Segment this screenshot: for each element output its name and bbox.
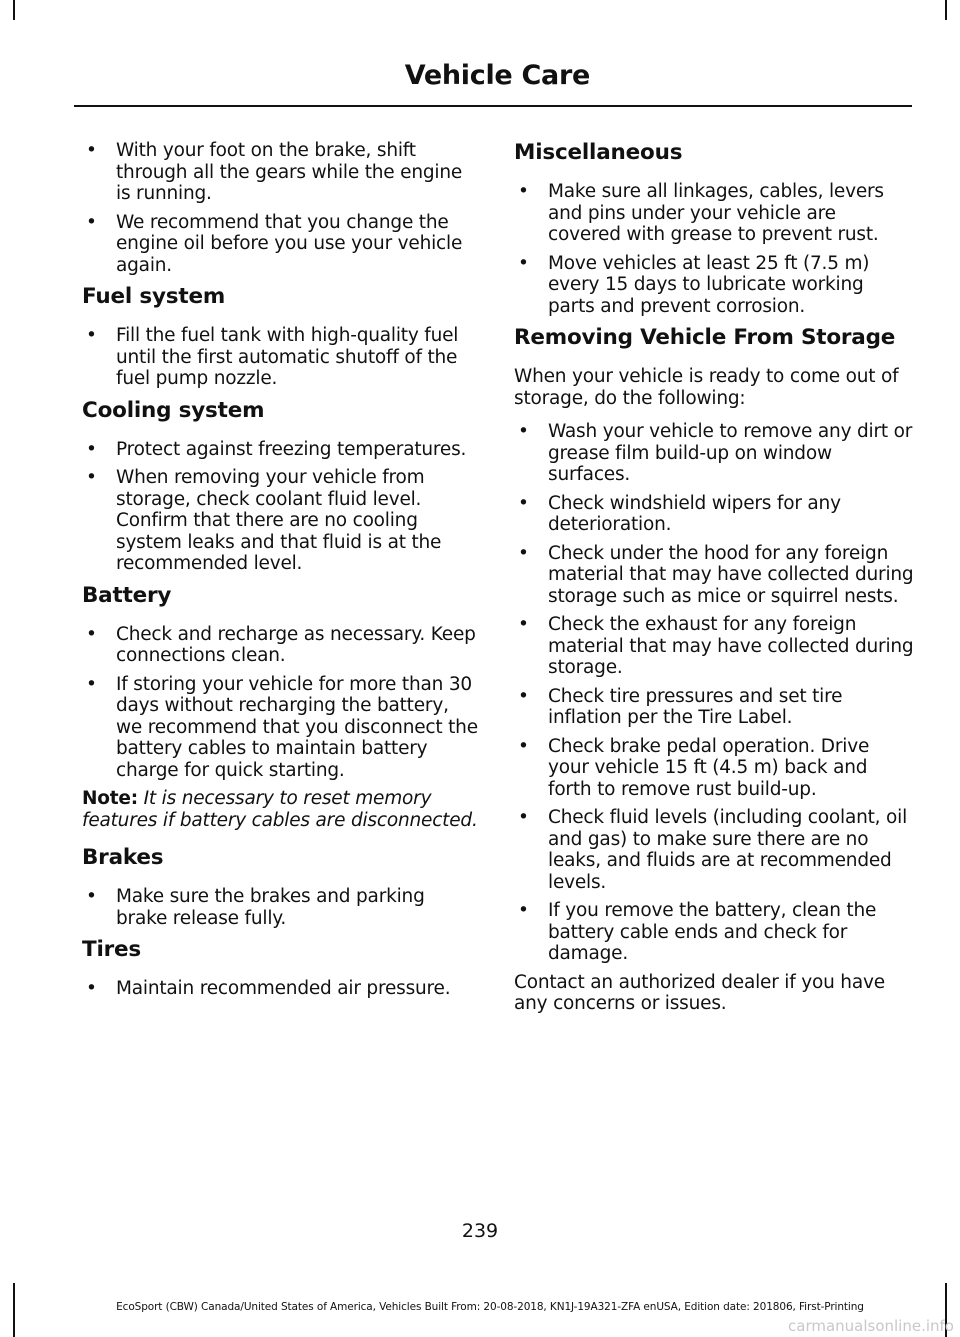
- bullet-glyph: •: [518, 181, 529, 202]
- list-item-text: If you remove the battery, clean the battery cable ends and check for damage.: [548, 900, 877, 964]
- list-item-text: Fill the fuel tank with high-quality fuel until the first automatic shutoff of the fuel pump nozzle.: [116, 325, 459, 389]
- bullet-glyph: •: [518, 421, 529, 442]
- bullet-glyph: •: [518, 542, 529, 564]
- bullet-list: [82, 140, 478, 276]
- list-item-text: Make sure all linkages, cables, levers and pins under your vehicle are covered with grease to prevent rust.: [548, 181, 884, 245]
- bullet-glyph: •: [86, 673, 97, 695]
- list-item-text: We recommend that you change the engine oil before you use your vehicle again.: [116, 211, 463, 276]
- list-item: [514, 493, 914, 536]
- bullet-list: [514, 181, 914, 317]
- list-item: [514, 181, 914, 246]
- list-item: [514, 736, 914, 801]
- list-item: [82, 439, 478, 461]
- list-item-text: When removing your vehicle from storage, check coolant fluid level. Confirm that there are no cooling system leaks and that fluid is at the recommended level.: [116, 467, 442, 574]
- bullet-glyph: •: [86, 467, 97, 488]
- bullet-list: [82, 886, 478, 929]
- bullet-glyph: •: [86, 211, 97, 233]
- right-column: [514, 140, 914, 1027]
- bullet-list: [82, 624, 478, 782]
- note-text: It is necessary to reset memory features if battery cables are disconnected.: [82, 788, 478, 831]
- list-item-text: Check the exhaust for any foreign material that may have collected during storage.: [548, 614, 914, 678]
- list-item: [514, 686, 914, 729]
- bullet-glyph: •: [518, 614, 529, 635]
- crop-mark-top-left-vertical: [13, 0, 15, 20]
- crop-mark-top-right-vertical: [945, 0, 947, 20]
- section-heading: Miscellaneous: [514, 140, 683, 165]
- header-divider: [74, 105, 912, 107]
- section-heading: Fuel system: [82, 284, 226, 309]
- list-item-text: Move vehicles at least 25 ft (7.5 m) every 15 days to lubricate working parts and prevent corrosion.: [548, 252, 870, 317]
- list-item: [514, 807, 914, 893]
- list-item-text: With your foot on the brake, shift through all the gears while the engine is running.: [116, 140, 463, 204]
- page-title: Vehicle Care: [404, 60, 590, 91]
- bullet-glyph: •: [86, 438, 97, 460]
- list-item-text: Check tire pressures and set tire inflation per the Tire Label.: [548, 685, 843, 728]
- list-item: [82, 140, 478, 205]
- list-item-text: Check fluid levels (including coolant, oil and gas) to make sure there are no leaks, and fluids are at recommended levels.: [548, 807, 908, 893]
- bullet-glyph: •: [86, 978, 97, 999]
- bullet-glyph: •: [518, 685, 529, 707]
- section-heading: Brakes: [82, 845, 164, 870]
- left-column: [82, 140, 478, 1007]
- bullet-list: [514, 421, 914, 965]
- list-item: [514, 543, 914, 608]
- list-item: [82, 886, 478, 929]
- bullet-glyph: •: [518, 252, 529, 274]
- bullet-glyph: •: [86, 325, 97, 346]
- list-item-text: Check brake pedal operation. Drive your vehicle 15 ft (4.5 m) back and forth to remove rust build-up.: [548, 735, 870, 800]
- section-heading: Tires: [82, 937, 142, 962]
- bullet-glyph: •: [518, 900, 529, 921]
- bullet-glyph: •: [86, 623, 97, 645]
- list-item: [514, 421, 914, 486]
- footer-edition-info: EcoSport (CBW) Canada/United States of America, Vehicles Built From: 20-08-2018, KN1J-19A321-ZFA enUSA, Edition date: 201806, First-Printing: [116, 1301, 864, 1313]
- section-heading: Battery: [82, 582, 172, 608]
- paragraph: When your vehicle is ready to come out of storage, do the following:: [514, 366, 899, 409]
- list-item: [82, 212, 478, 277]
- list-item: [514, 614, 914, 679]
- list-item-text: If storing your vehicle for more than 30 days without recharging the battery, we recommend that you disconnect the battery cables to maintain battery charge for quick starting.: [116, 673, 478, 781]
- list-item-text: Protect against freezing temperatures.: [116, 438, 467, 460]
- note-label: Note:: [82, 788, 138, 809]
- bullet-glyph: •: [86, 140, 97, 161]
- list-item-text: Wash your vehicle to remove any dirt or grease film build-up on window surfaces.: [548, 421, 913, 485]
- bullet-glyph: •: [86, 886, 97, 907]
- bullet-list: [82, 439, 478, 575]
- list-item: [514, 253, 914, 318]
- section-heading: Cooling system: [82, 397, 265, 423]
- list-item: [514, 900, 914, 965]
- list-item: [82, 674, 478, 782]
- list-item: [82, 325, 478, 390]
- list-item: [82, 978, 478, 1000]
- list-item: [82, 467, 478, 575]
- list-item-text: Check under the hood for any foreign material that may have collected during storage such as mice or squirrel nests.: [548, 542, 914, 607]
- list-item-text: Make sure the brakes and parking brake release fully.: [116, 886, 425, 929]
- list-item-text: Check and recharge as necessary. Keep connections clean.: [116, 623, 476, 666]
- list-item: [82, 624, 478, 667]
- bullet-glyph: •: [518, 807, 529, 828]
- section-heading: Removing Vehicle From Storage: [514, 325, 896, 350]
- list-item-text: Check windshield wipers for any deterioration.: [548, 492, 841, 535]
- bullet-glyph: •: [518, 735, 529, 757]
- bullet-list: [82, 978, 478, 1000]
- paragraph: Contact an authorized dealer if you have any concerns or issues.: [514, 971, 885, 1014]
- bullet-list: [82, 325, 478, 390]
- watermark: carmanualsonline.info: [788, 1317, 954, 1335]
- note: [82, 788, 478, 831]
- bullet-glyph: •: [518, 492, 529, 514]
- list-item-text: Maintain recommended air pressure.: [116, 978, 451, 999]
- page-number: 239: [461, 1220, 499, 1242]
